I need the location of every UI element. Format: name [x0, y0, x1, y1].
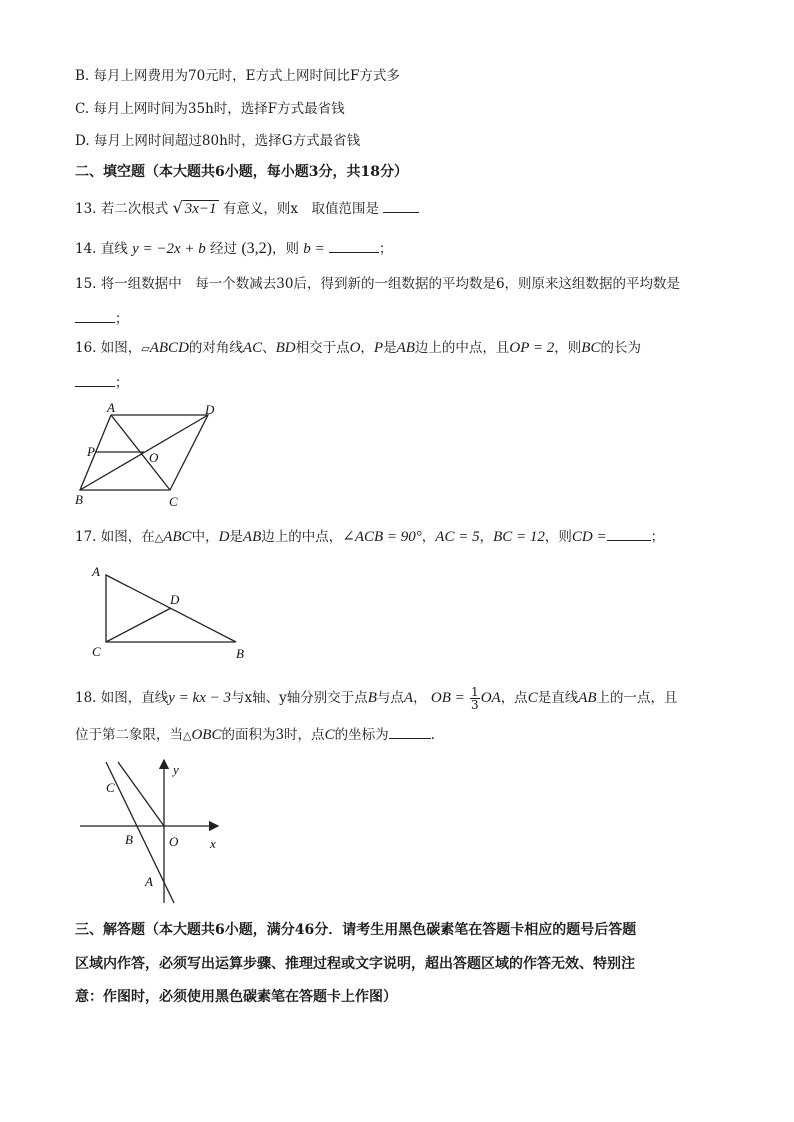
q18-line2-c: 的坐标为 [334, 727, 389, 743]
q18-text3: ，点 [500, 690, 528, 706]
q14-mid: 经过 [210, 241, 238, 257]
q16-op: OP = 2 [509, 340, 555, 356]
q16-text2: 相交于点 [295, 340, 350, 356]
q18-text1: 与x轴、y轴分别交于点 [230, 690, 368, 706]
question-18-line2 [75, 724, 435, 746]
q13-suffix: 有意义，则x 取值范围是 [222, 201, 379, 217]
q18-text4: 是直线 [537, 690, 579, 706]
q16-end: ； [115, 375, 129, 391]
q17-abc: ABC [163, 529, 192, 545]
parallelogram-symbol: ▱ [141, 342, 150, 355]
q17-end: ； [650, 529, 665, 545]
q18-line2-b: 的面积为3时，点 [221, 727, 325, 743]
q16-text5: ，则 [554, 340, 582, 356]
section3-line2: 区域内作答，必须写出运算步骤、推理过程或文字说明，超出答题区域的作答无效、特别注 [75, 956, 635, 972]
option-b: B. 每月上网费用为70元时，E方式上网时间比F方式多 [75, 68, 400, 84]
q18-end: . [430, 727, 435, 743]
q16-o: O [349, 340, 361, 356]
right-triangle-figure [86, 560, 256, 665]
q16-comma: ， [360, 340, 374, 356]
coordinate-line-figure [78, 758, 238, 908]
label-b: B [236, 646, 244, 661]
fraction-numerator: 1 [471, 685, 479, 699]
q17-text3: 边上的中点， [261, 529, 343, 545]
segment-oc [118, 762, 164, 826]
q16-text3: 是 [383, 340, 397, 356]
q13-answer-blank [383, 198, 419, 213]
q18-answer-blank [389, 724, 431, 739]
q18-ab: AB [578, 690, 597, 706]
q18-comma: ， [413, 690, 427, 706]
label-c: C [106, 780, 115, 795]
q18-line2-a: 位于第二象限，当 [75, 727, 183, 743]
q17-answer-blank [607, 526, 651, 541]
option-c: C. 每月上网时间为35h时，选择F方式最省钱 [75, 101, 345, 117]
q17-text4: ，则 [544, 529, 572, 545]
q14-point: (3,2) [241, 240, 272, 257]
q16-p: P [373, 340, 384, 356]
q17-comma1: ， [421, 529, 436, 545]
q18-ob: OB = [430, 690, 465, 706]
q18-text2: 与点 [376, 690, 404, 706]
label-a: A [107, 400, 115, 415]
label-d: D [170, 592, 180, 607]
question-16-line1 [75, 338, 641, 359]
q17-ac: AC = 5 [435, 529, 480, 545]
q17-text1: 中， [191, 529, 219, 545]
q16-prefix: 16. 如图， [75, 340, 142, 356]
section3-line3: 意：作图时，必须使用黑色碳素笔在答题卡上作图） [75, 989, 397, 1005]
label-x: x [210, 836, 216, 851]
q16-shape: ABCD [149, 340, 189, 356]
question-17 [75, 526, 664, 548]
label-p: P [87, 444, 95, 459]
q14-equation: y = −2x + b [132, 241, 206, 257]
q16-bc: BC [581, 340, 601, 356]
question-15-line1: 15. 将一组数据中 每一个数减去30后，得到新的一组数据的平均数是6，则原来这组数据的平均数是 [75, 276, 681, 292]
question-18-line1 [75, 686, 678, 711]
parallelogram-figure [72, 400, 242, 512]
q14-end: ； [378, 241, 393, 257]
q17-d: D [218, 529, 230, 545]
option-d: D. 每月上网时间超过80h时，选择G方式最省钱 [75, 133, 361, 149]
q17-angle: ∠ACB = 90° [342, 529, 422, 545]
q16-bd: BD [275, 340, 296, 356]
q18-prefix: 18. 如图，直线 [75, 690, 169, 706]
q16-answer-blank [75, 372, 115, 387]
q18-oa: OA [480, 690, 501, 706]
label-o: O [149, 450, 159, 465]
q15-answer-blank [75, 308, 115, 323]
fraction-one-third [470, 686, 480, 711]
triangle-symbol: △ [183, 729, 192, 742]
q14-var: b = [303, 241, 325, 257]
q13-radicand: 3x−1 [184, 201, 217, 217]
question-13 [75, 198, 419, 219]
q16-text4: 边上的中点，且 [414, 340, 510, 356]
q17-cd: CD = [571, 529, 607, 545]
q17-prefix: 17. 如图，在 [75, 529, 155, 545]
q16-ac: AC [242, 340, 263, 356]
q17-text2: 是 [229, 529, 243, 545]
q18-text5: 上的一点，且 [596, 690, 678, 706]
label-b: B [75, 492, 83, 507]
label-y: y [173, 762, 179, 777]
q14-after: ，则 [272, 241, 299, 257]
label-c: C [92, 644, 101, 659]
q16-text6: 的长为 [600, 340, 641, 356]
q17-ab: AB [242, 529, 262, 545]
label-a: A [92, 564, 100, 579]
q15-end: ； [115, 311, 129, 327]
q14-prefix: 14. 直线 [75, 241, 128, 257]
q18-equation: y = kx − 3 [168, 690, 231, 706]
segment-cd [106, 608, 171, 642]
question-15-line2 [75, 308, 129, 329]
q14-answer-blank [329, 238, 379, 253]
q17-bc: BC = 12 [493, 529, 545, 545]
q16-text1: 的对角线 [188, 340, 243, 356]
label-b: B [125, 832, 133, 847]
q17-comma2: ， [479, 529, 494, 545]
question-16-line2 [75, 372, 129, 393]
label-o: O [169, 834, 179, 849]
label-a: A [145, 874, 153, 889]
question-14 [75, 238, 392, 259]
triangle-symbol: △ [154, 531, 164, 544]
q18-obc: OBC [191, 727, 222, 743]
section2-heading: 二、填空题（本大题共6小题，每小题3分，共18分） [75, 164, 408, 180]
q18-a: A [403, 690, 414, 706]
q13-prefix: 13. 若二次根式 [75, 201, 169, 217]
q18-c: C [527, 690, 538, 706]
sqrt-symbol: √ [172, 198, 183, 217]
label-c: C [169, 494, 178, 509]
fraction-denominator: 3 [471, 698, 479, 712]
q18-c2: C [324, 727, 335, 743]
q16-sep: 、 [262, 340, 276, 356]
section3-line1: 三、解答题（本大题共6小题，满分46分．请考生用黑色碳素笔在答题卡相应的题号后答题 [75, 922, 637, 938]
q18-b: B [367, 690, 377, 706]
q16-ab: AB [396, 340, 415, 356]
label-d: D [205, 402, 215, 417]
